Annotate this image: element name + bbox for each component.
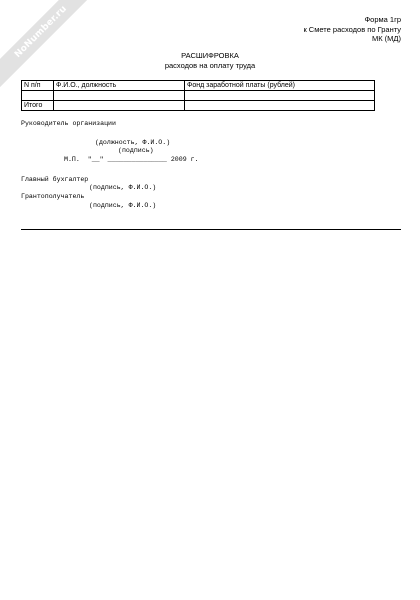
- head-signature-caption: (подпись): [118, 147, 154, 154]
- head-position-caption: (должность, Ф.И.О.): [95, 139, 171, 146]
- watermark-ribbon: [0, 0, 101, 92]
- table-cell: [185, 91, 375, 101]
- header-fund: Фонд заработной платы (рублей): [185, 81, 375, 91]
- title-main: РАСШИФРОВКА: [181, 51, 239, 60]
- salary-table: [21, 80, 375, 111]
- form-reference: к Смете расходов по Гранту: [303, 24, 401, 34]
- table-cell: [185, 101, 375, 111]
- table-row: [22, 91, 375, 101]
- grantee-label: Грантополучатель: [21, 193, 85, 200]
- bottom-divider: [21, 229, 401, 230]
- head-label: Руководитель организации: [21, 120, 116, 127]
- document-title: [0, 51, 420, 70]
- table-cell: [22, 91, 54, 101]
- grantee-caption: (подпись, Ф.И.О.): [89, 202, 157, 209]
- accountant-label: Главный бухгалтер: [21, 176, 89, 183]
- header-number: N п/п: [22, 81, 54, 91]
- header-name: Ф.И.О., должность: [54, 81, 185, 91]
- stamp-date-line: М.П. "__" _______________ 2009 г.: [64, 156, 199, 163]
- form-header: [303, 15, 401, 44]
- table-cell: [54, 101, 185, 111]
- table-total-row: [22, 101, 375, 111]
- watermark-text: NoNumber.ru: [12, 4, 69, 61]
- accountant-caption: (подпись, Ф.И.О.): [89, 184, 157, 191]
- table-cell: [54, 91, 185, 101]
- table-header-row: [22, 81, 375, 91]
- total-label: Итого: [22, 101, 54, 111]
- form-number: Форма 1гр: [364, 15, 401, 24]
- title-sub: расходов на оплату труда: [164, 60, 256, 70]
- form-category: МК (МД): [371, 34, 401, 43]
